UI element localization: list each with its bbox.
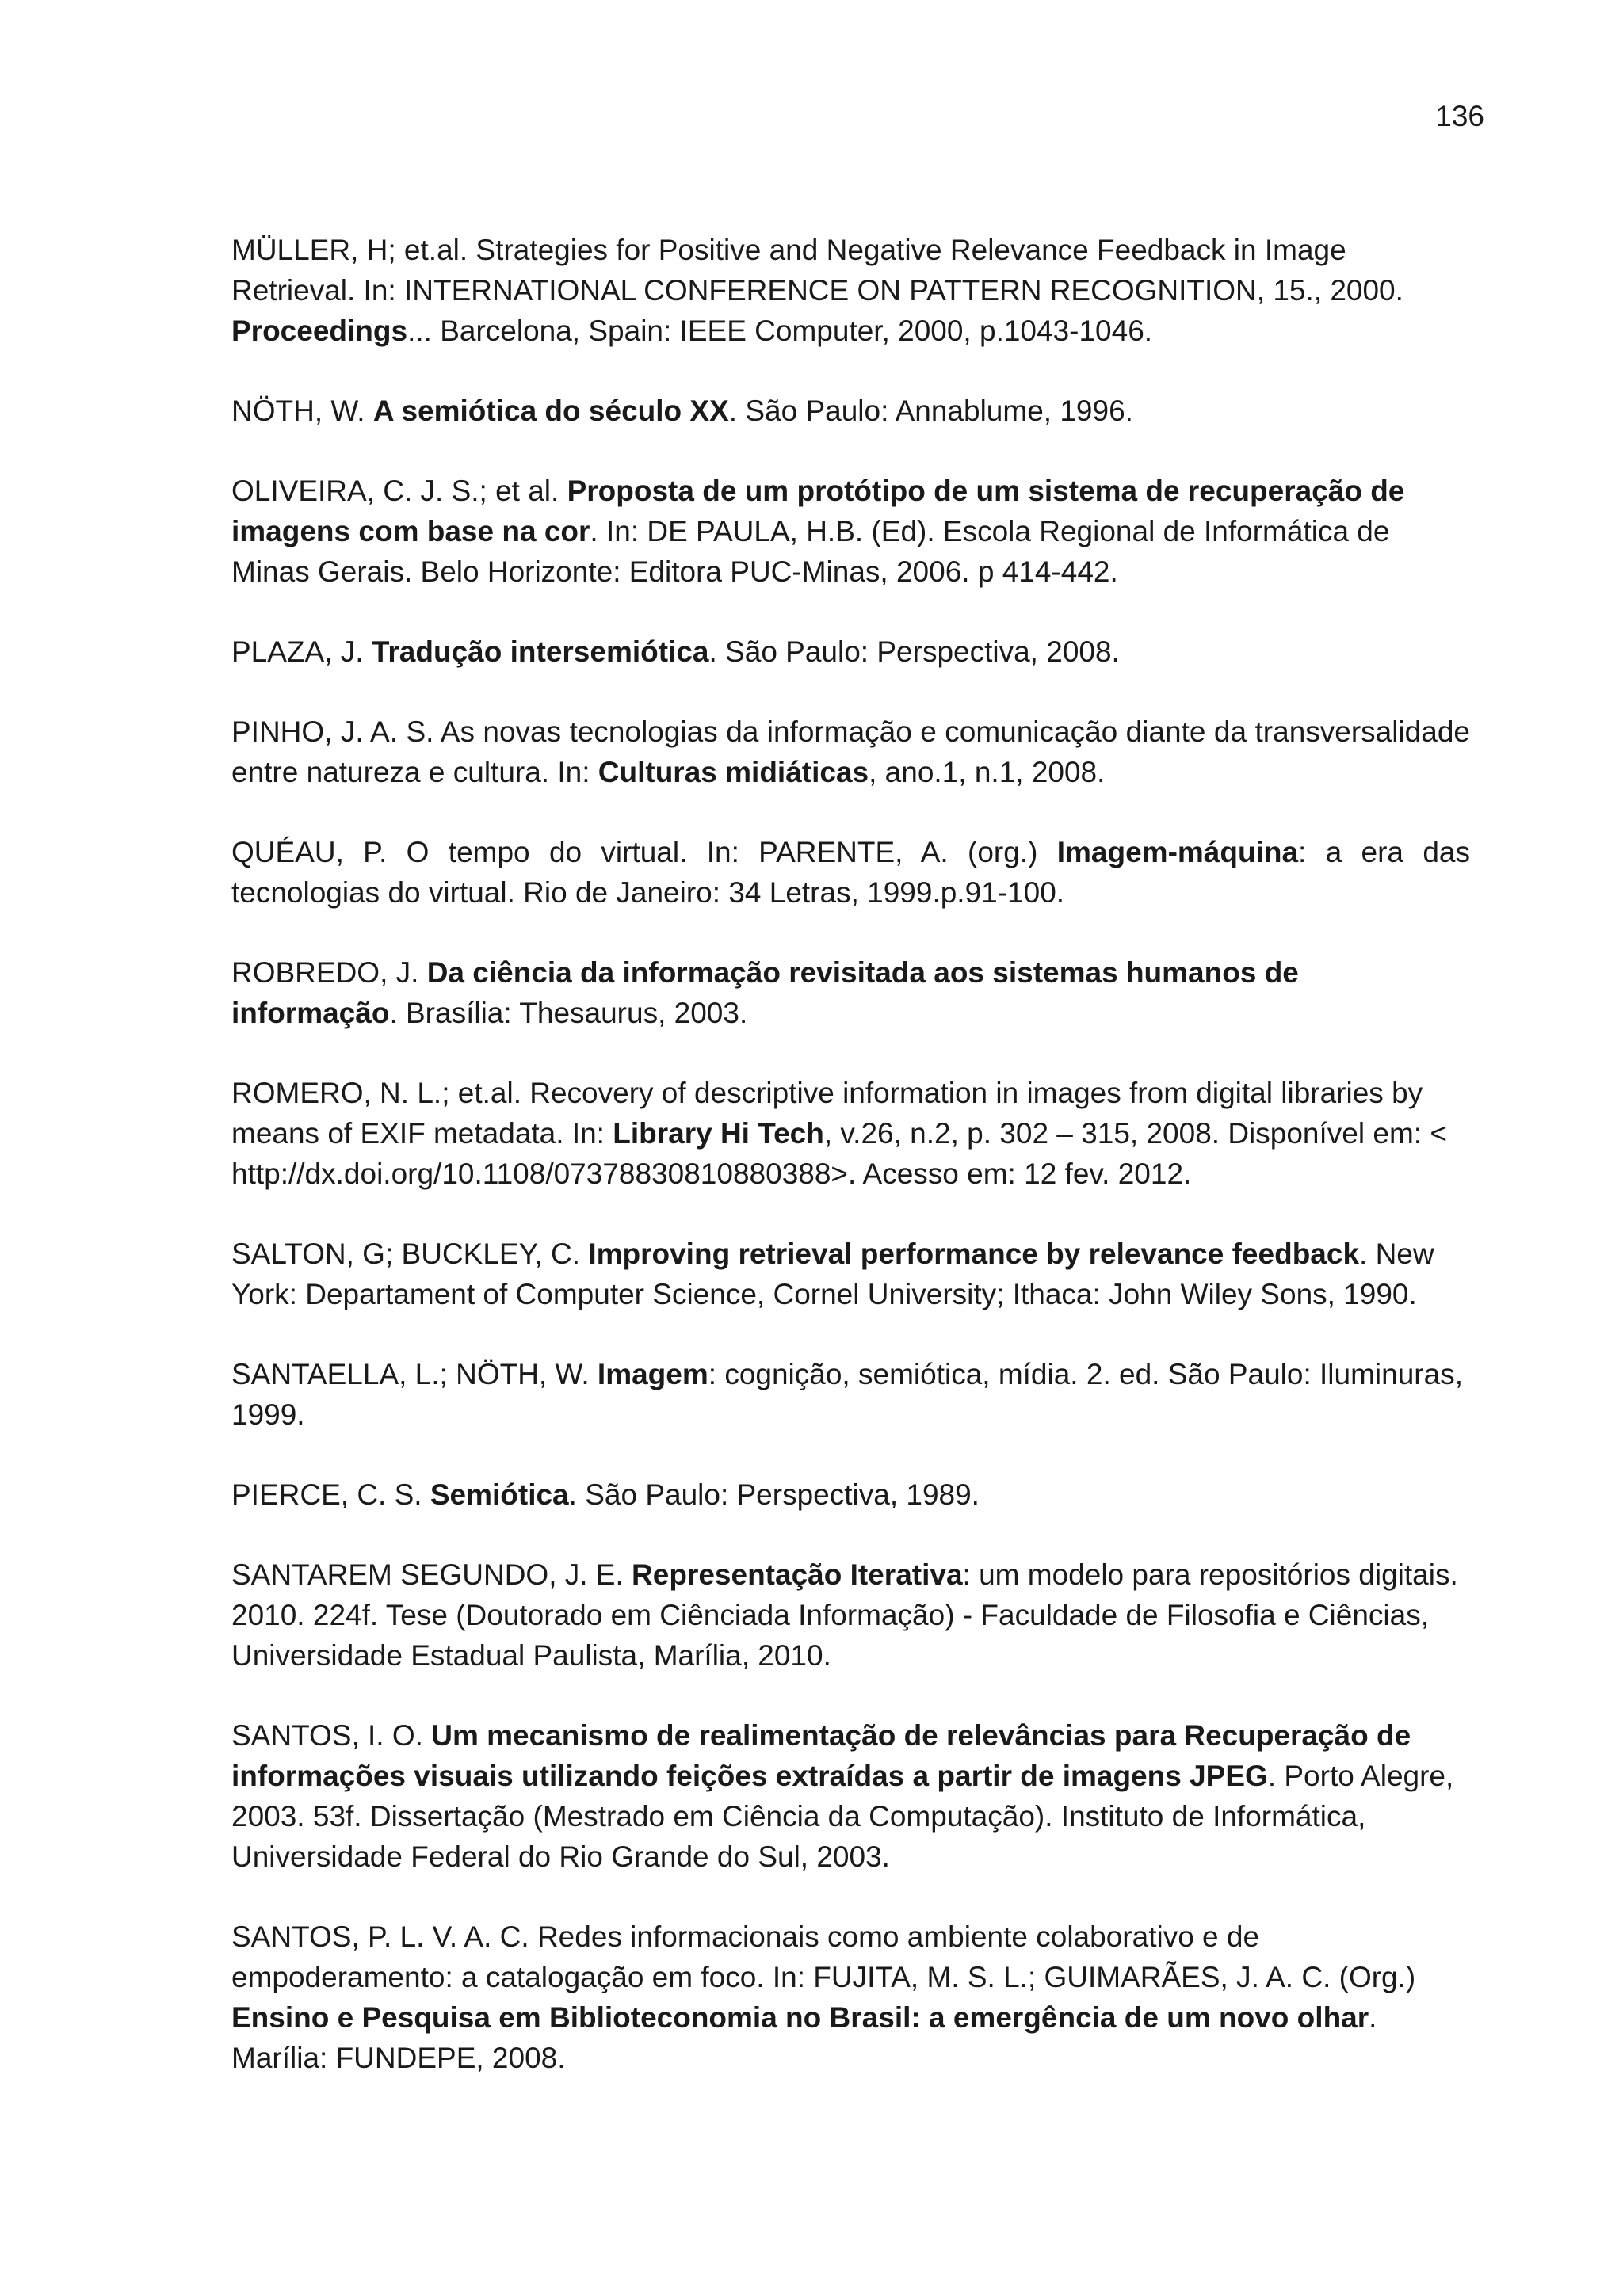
reference-text: . Brasília: Thesaurus, 2003. xyxy=(389,997,748,1029)
reference-salton xyxy=(231,1234,1470,1314)
reference-text: . São Paulo: Perspectiva, 1989. xyxy=(568,1478,980,1511)
reference-title: Semiótica xyxy=(430,1478,569,1511)
reference-text: , v.26, n.2, p. 302 – 315, 2008. Disponível em: < http://dx.doi.org/10.1108/07378830810880388>. Acesso em: 12 fev. 2012. xyxy=(231,1117,1447,1190)
reference-title: Proposta de um protótipo de um sistema de recuperação de imagens com base na cor xyxy=(231,475,1405,547)
reference-text: . Marília: FUNDEPE, 2008. xyxy=(231,2001,1377,2074)
reference-santarem-segundo xyxy=(231,1554,1470,1676)
reference-title: A semiótica do século XX xyxy=(372,395,729,427)
reference-romero xyxy=(231,1073,1470,1194)
reference-muller xyxy=(231,230,1470,351)
page-number: 136 xyxy=(1435,100,1484,132)
reference-list xyxy=(231,230,1470,2118)
reference-text: : cognição, semiótica, mídia. 2. ed. São Paulo: Iluminuras, 1999. xyxy=(231,1358,1463,1431)
reference-santos-plvac xyxy=(231,1917,1470,2078)
reference-text: SANTOS, I. O. xyxy=(231,1719,432,1752)
reference-text: . São Paulo: Perspectiva, 2008. xyxy=(708,635,1120,668)
reference-text: : a era das tecnologias do virtual. Rio de Janeiro: 34 Letras, 1999.p.91-100. xyxy=(231,836,1470,909)
reference-text: OLIVEIRA, C. J. S.; et al. xyxy=(231,475,567,507)
reference-text: SANTOS, P. L. V. A. C. Redes informacionais como ambiente colaborativo e de empoderamento: a catalogação em foco. In: FUJITA, M. S. L.; GUIMARÃES, J. A. C. (Org.) xyxy=(231,1920,1416,1993)
reference-title: Da ciência da informação revisitada aos sistemas humanos de informação xyxy=(231,956,1299,1029)
reference-text: : um modelo para repositórios digitais. 2010. 224f. Tese (Doutorado em Ciênciada Informação) - Faculdade de Filosofia e Ciências, Universidade Estadual Paulista, Marília, 2010. xyxy=(231,1558,1458,1672)
reference-text: SANTAELLA, L.; NÖTH, W. xyxy=(231,1358,598,1390)
reference-text: NÖTH, W. xyxy=(231,395,373,427)
reference-text: , ano.1, n.1, 2008. xyxy=(869,756,1106,788)
reference-title: Library Hi Tech xyxy=(613,1117,824,1150)
reference-text: ROMERO, N. L.; et.al. Recovery of descriptive information in images from digital libraries by means of EXIF metadata. In: xyxy=(231,1077,1423,1150)
reference-title: Ensino e Pesquisa em Biblioteconomia no Brasil: a emergência de um novo olhar xyxy=(231,2001,1369,2034)
reference-title: Imagem xyxy=(597,1358,708,1390)
reference-pinho xyxy=(231,711,1470,792)
reference-queau xyxy=(231,832,1470,913)
reference-pierce xyxy=(231,1474,1470,1515)
reference-text: . Porto Alegre, 2003. 53f. Dissertação (Mestrado em Ciência da Computação). Instituto de Informática, Universidade Federal do Rio Grande do Sul, 2003. xyxy=(231,1760,1454,1873)
reference-text: . New York: Departament of Computer Science, Cornel University; Ithaca: John Wiley Sons, 1990. xyxy=(231,1238,1434,1310)
reference-text: ROBREDO, J. xyxy=(231,956,427,989)
reference-santaella xyxy=(231,1354,1470,1435)
reference-santos-io xyxy=(231,1715,1470,1877)
reference-text: PLAZA, J. xyxy=(231,635,372,668)
reference-title: Proceedings xyxy=(231,315,408,347)
reference-title: Um mecanismo de realimentação de relevâncias para Recuperação de informações visuais utilizando feições extraídas a partir de imagens JPEG xyxy=(231,1719,1411,1792)
reference-text: PIERCE, C. S. xyxy=(231,1478,430,1511)
reference-text: PINHO, J. A. S. As novas tecnologias da informação e comunicação diante da transversalidade entre natureza e cultura. In: xyxy=(231,715,1470,788)
reference-robredo xyxy=(231,952,1470,1033)
reference-title: Representação Iterativa xyxy=(632,1558,963,1591)
reference-title: Improving retrieval performance by relevance feedback xyxy=(588,1238,1360,1270)
reference-plaza xyxy=(231,631,1470,672)
reference-oliveira xyxy=(231,471,1470,592)
reference-title: Culturas midiáticas xyxy=(598,756,869,788)
reference-text: . São Paulo: Annablume, 1996. xyxy=(728,395,1133,427)
reference-title: Tradução intersemiótica xyxy=(371,635,709,668)
reference-text: ... Barcelona, Spain: IEEE Computer, 2000, p.1043-1046. xyxy=(407,315,1153,347)
reference-text: SALTON, G; BUCKLEY, C. xyxy=(231,1238,589,1270)
reference-text: MÜLLER, H; et.al. Strategies for Positive and Negative Relevance Feedback in Image Retrieval. In: INTERNATIONAL CONFERENCE ON PATTERN RECOGNITION, 15., 2000. xyxy=(231,234,1403,307)
reference-title: Imagem-máquina xyxy=(1056,836,1299,868)
reference-noth xyxy=(231,391,1470,431)
reference-text: . In: DE PAULA, H.B. (Ed). Escola Regional de Informática de Minas Gerais. Belo Horizonte: Editora PUC-Minas, 2006. p 414-442. xyxy=(231,515,1390,588)
reference-text: SANTAREM SEGUNDO, J. E. xyxy=(231,1558,632,1591)
reference-text: QUÉAU, P. O tempo do virtual. In: PARENTE, A. (org.) xyxy=(231,836,1057,868)
